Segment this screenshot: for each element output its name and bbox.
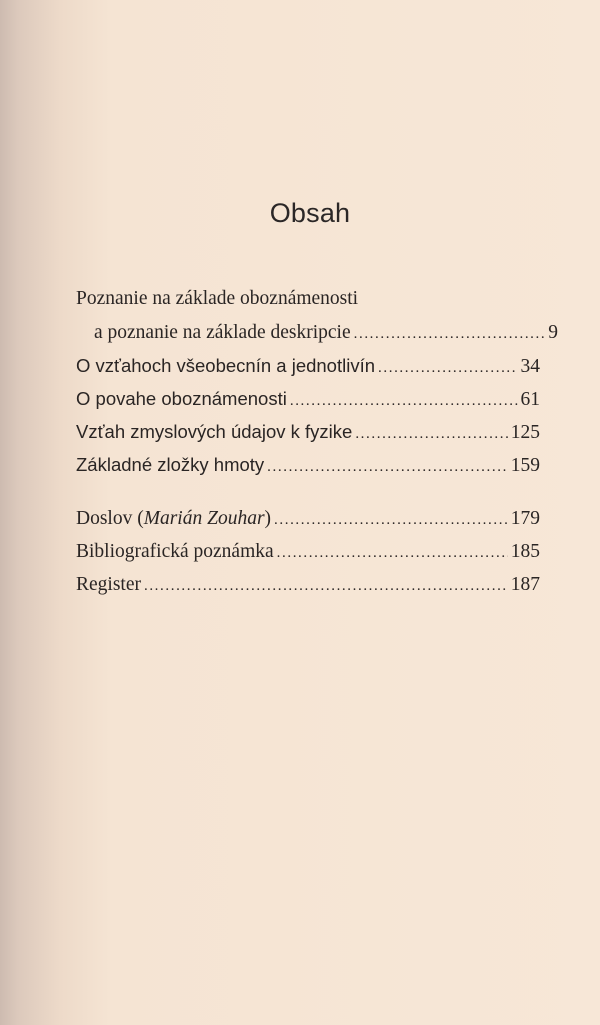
toc-entry-5 — [76, 451, 540, 479]
toc-page-number: 61 — [520, 389, 540, 410]
toc-entry-8 — [76, 571, 540, 599]
toc-page-number: 185 — [510, 541, 540, 562]
toc-page-number: 179 — [510, 508, 540, 529]
dot-leader — [290, 387, 518, 415]
toc-entry-label: a poznanie na základe deskripcie — [94, 322, 351, 343]
dot-leader — [355, 420, 507, 448]
toc-entry-4 — [76, 418, 540, 446]
toc-entry-6 — [76, 505, 540, 533]
toc-entry-label: Register — [76, 574, 141, 595]
dot-leader — [354, 320, 546, 348]
toc-entry-1-line-2 — [76, 319, 558, 347]
label-prefix: Doslov ( — [76, 508, 144, 529]
toc-entry-label: Vzťah zmyslových údajov k fyzike — [76, 421, 353, 442]
toc-entry-3 — [76, 385, 540, 413]
label-suffix: ) — [264, 508, 272, 529]
toc-entry-7 — [76, 538, 540, 566]
toc-entry-label: O povahe oboznámenosti — [76, 388, 287, 409]
toc-entry-label: Základné zložky hmoty — [76, 454, 265, 475]
page-title: Obsah — [269, 198, 351, 228]
dot-leader — [277, 539, 508, 567]
toc-page-number: 187 — [510, 574, 540, 595]
toc-page-number: 9 — [548, 322, 558, 343]
dot-leader — [274, 506, 508, 534]
toc-page-number: 34 — [520, 356, 540, 377]
toc-page-number: 159 — [510, 455, 540, 476]
dot-leader — [144, 572, 508, 600]
author-name: Marián Zouhar — [143, 508, 265, 529]
toc-entry-label — [76, 505, 271, 533]
toc-entry-label: O vzťahoch všeobecnín a jednotlivín — [76, 355, 376, 376]
dot-leader — [267, 453, 508, 481]
toc-entry-1-line-1 — [76, 285, 540, 313]
toc-entry-label: Poznanie na základe oboznámenosti — [76, 288, 359, 309]
toc-entry-2 — [76, 352, 540, 380]
toc-page-number: 125 — [510, 422, 540, 443]
dot-leader — [378, 354, 517, 382]
toc-entry-label: Bibliografická poznámka — [76, 541, 274, 562]
